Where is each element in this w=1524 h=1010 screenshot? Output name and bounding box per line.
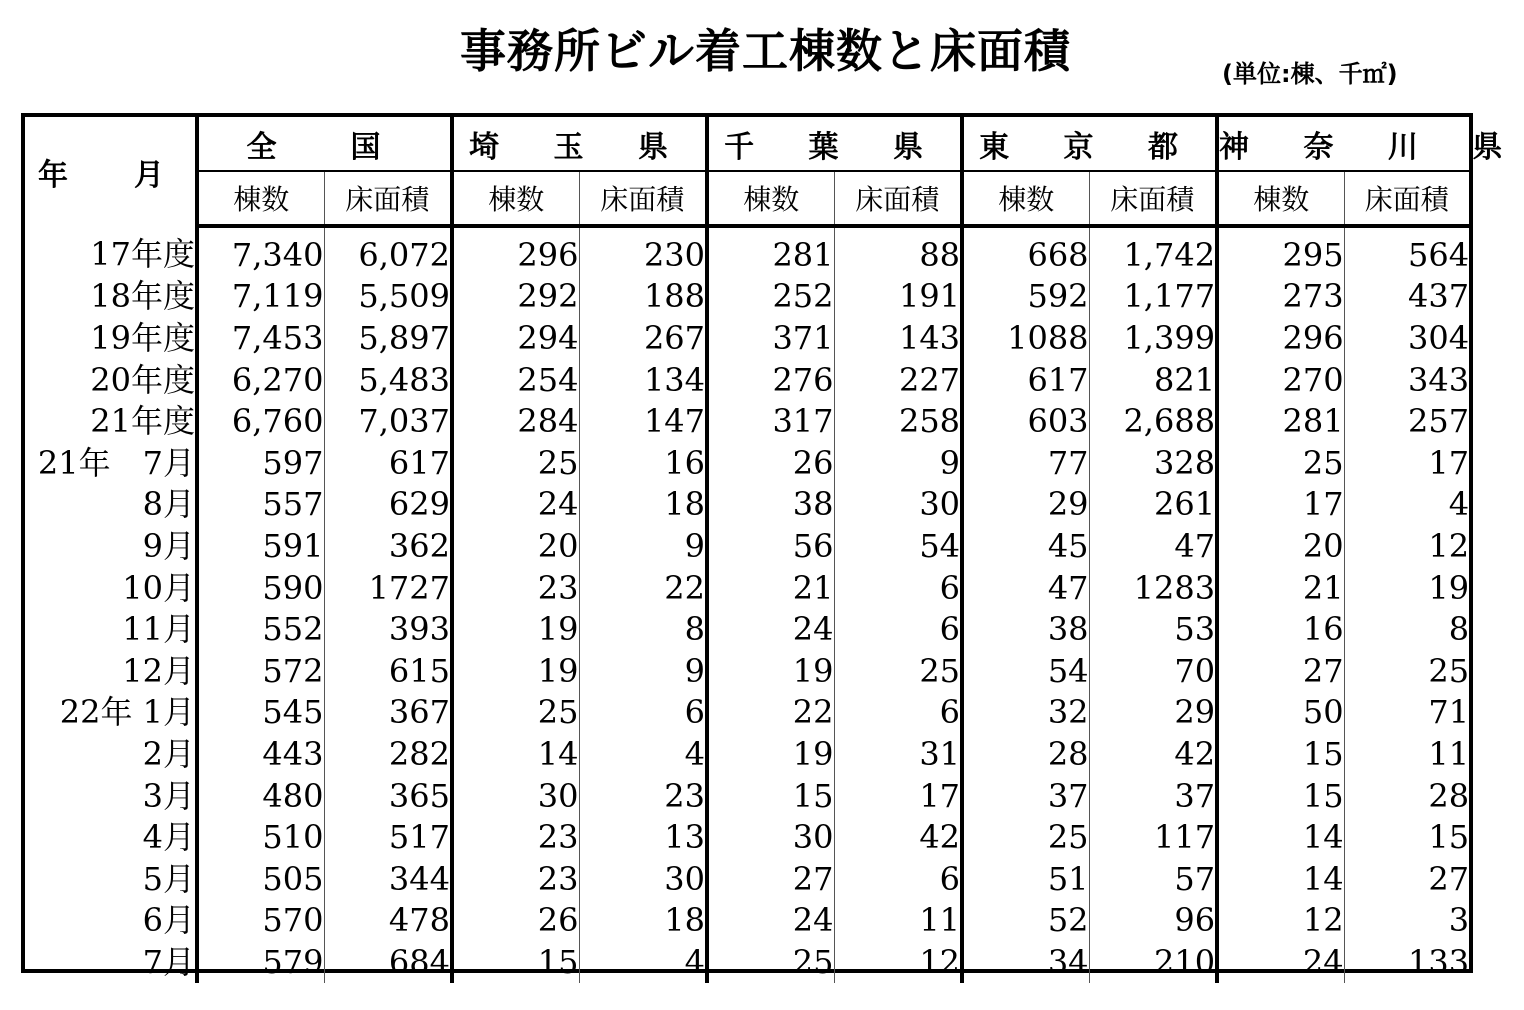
area-cell: 53 [1089,608,1217,650]
area-cell: 478 [324,900,452,942]
col-header-area: 床面積 [324,171,452,226]
count-cell: 296 [1217,317,1344,359]
area-cell: 5,483 [324,359,452,401]
area-cell: 1283 [1089,567,1217,609]
count-cell: 16 [1217,608,1344,650]
col-header-area: 床面積 [1344,171,1469,226]
count-cell: 284 [452,400,579,442]
area-cell: 42 [1089,733,1217,775]
count-cell: 14 [452,733,579,775]
year-month-header: 年 月 [25,117,197,226]
count-cell: 20 [1217,525,1344,567]
area-cell: 4 [579,941,707,983]
table-row [25,567,1469,609]
area-cell: 629 [324,484,452,526]
area-cell: 343 [1407,360,1470,399]
table-row [25,608,1469,650]
count-cell: 26 [707,442,834,484]
area-cell: 8 [579,608,707,650]
area-cell: 227 [834,359,962,401]
period-cell: 4月 [25,816,197,858]
count-cell: 281 [1217,400,1344,442]
count-cell: 30 [707,816,834,858]
count-cell: 52 [962,900,1089,942]
area-cell: 18 [579,484,707,526]
area-cell: 37 [1089,775,1217,817]
period-cell: 8月 [25,484,197,526]
pref-header-kanagawa: 神 奈 川 県 [1217,117,1469,171]
count-cell: 6,270 [197,359,324,401]
count-cell: 19 [452,608,579,650]
table-row [25,359,1469,401]
area-cell: 88 [834,226,962,276]
count-cell: 37 [962,775,1089,817]
col-header-count: 棟数 [1217,171,1344,226]
count-cell: 15 [1217,733,1344,775]
count-cell: 252 [707,276,834,318]
col-header-area: 床面積 [579,171,707,226]
period-cell: 19年度 [25,317,197,359]
pref-header-tokyo: 東 京 都 [962,117,1217,171]
period-cell: 6月 [25,900,197,942]
area-cell: 117 [1089,816,1217,858]
count-cell: 22 [707,692,834,734]
area-cell: 12 [1428,526,1470,565]
area-cell: 191 [834,276,962,318]
count-cell: 570 [197,900,324,942]
count-cell: 15 [452,941,579,983]
area-cell: 7,037 [324,400,452,442]
area-cell: 258 [834,400,962,442]
area-cell: 8 [1448,610,1470,649]
pref-header-national: 全 国 [197,117,452,171]
period-cell: 21年 7月 [25,442,197,484]
area-cell: 367 [324,692,452,734]
area-cell: 15 [1428,818,1470,857]
count-cell: 24 [452,484,579,526]
count-cell: 47 [962,567,1089,609]
period-cell: 17年度 [25,226,197,276]
table-row [25,442,1469,484]
area-cell: 143 [834,317,962,359]
count-cell: 296 [452,226,579,276]
count-cell: 443 [197,733,324,775]
count-cell: 15 [1217,775,1344,817]
area-cell: 11 [1428,734,1470,773]
area-cell: 22 [579,567,707,609]
area-cell: 328 [1089,442,1217,484]
area-cell: 5,897 [324,317,452,359]
count-cell: 668 [962,226,1089,276]
area-cell: 9 [834,442,962,484]
count-cell: 30 [452,775,579,817]
count-cell: 371 [707,317,834,359]
count-cell: 19 [452,650,579,692]
area-cell: 1727 [324,567,452,609]
count-cell: 603 [962,400,1089,442]
period-cell: 2月 [25,733,197,775]
area-cell: 11 [834,900,962,942]
area-cell: 147 [579,400,707,442]
area-cell: 134 [579,359,707,401]
table-body [25,226,1469,983]
count-cell: 19 [707,733,834,775]
table-row [25,400,1469,442]
count-cell: 54 [962,650,1089,692]
area-cell: 1,177 [1089,276,1217,318]
area-cell: 437 [1407,277,1470,316]
area-cell: 17 [1428,443,1470,482]
area-cell: 617 [324,442,452,484]
area-cell: 517 [324,816,452,858]
count-cell: 14 [1217,858,1344,900]
count-cell: 597 [197,442,324,484]
table-row [25,733,1469,775]
period-cell: 9月 [25,525,197,567]
count-cell: 6,760 [197,400,324,442]
area-cell: 96 [1089,900,1217,942]
count-cell: 572 [197,650,324,692]
area-cell: 42 [834,816,962,858]
area-cell: 23 [579,775,707,817]
area-cell: 615 [324,650,452,692]
col-header-count: 棟数 [452,171,579,226]
count-cell: 591 [197,525,324,567]
period-cell: 7月 [25,941,197,983]
count-cell: 45 [962,525,1089,567]
period-cell: 21年度 [25,400,197,442]
count-cell: 270 [1217,359,1344,401]
count-cell: 590 [197,567,324,609]
area-cell: 30 [834,484,962,526]
count-cell: 51 [962,858,1089,900]
count-cell: 38 [962,608,1089,650]
area-cell: 393 [324,608,452,650]
area-cell: 17 [834,775,962,817]
count-cell: 20 [452,525,579,567]
unit-label: (単位:棟、千㎡) [1222,60,1398,88]
area-cell: 27 [1428,859,1470,898]
count-cell: 12 [1217,900,1344,942]
period-cell: 3月 [25,775,197,817]
count-cell: 25 [707,941,834,983]
count-cell: 557 [197,484,324,526]
statistics-table [25,117,1524,983]
table-row [25,692,1469,734]
statistics-table-frame [21,113,1524,981]
count-cell: 24 [707,608,834,650]
period-cell: 10月 [25,567,197,609]
count-cell: 19 [707,650,834,692]
area-cell: 70 [1089,650,1217,692]
count-cell: 38 [707,484,834,526]
area-cell: 18 [579,900,707,942]
area-cell: 133 [1407,942,1470,981]
count-cell: 617 [962,359,1089,401]
table-row [25,226,1469,276]
col-header-area: 床面積 [834,171,962,226]
period-cell: 11月 [25,608,197,650]
area-cell: 684 [324,941,452,983]
table-row [25,900,1469,942]
area-cell: 564 [1407,235,1470,274]
count-cell: 28 [962,733,1089,775]
count-cell: 29 [962,484,1089,526]
area-cell: 362 [324,525,452,567]
area-cell: 304 [1407,318,1470,357]
period-cell: 18年度 [25,276,197,318]
table-row [25,858,1469,900]
count-cell: 510 [197,816,324,858]
count-cell: 592 [962,276,1089,318]
header-row-prefectures [25,117,1469,171]
count-cell: 56 [707,525,834,567]
count-cell: 294 [452,317,579,359]
count-cell: 545 [197,692,324,734]
count-cell: 254 [452,359,579,401]
count-cell: 505 [197,858,324,900]
col-header-area: 床面積 [1089,171,1217,226]
count-cell: 1088 [962,317,1089,359]
table-row [25,941,1469,983]
count-cell: 23 [452,816,579,858]
col-header-count: 棟数 [197,171,324,226]
count-cell: 7,119 [197,276,324,318]
area-cell: 9 [579,525,707,567]
area-cell: 282 [324,733,452,775]
area-cell: 12 [834,941,962,983]
area-cell: 1,742 [1089,226,1217,276]
area-cell: 5,509 [324,276,452,318]
col-header-count: 棟数 [962,171,1089,226]
count-cell: 23 [452,567,579,609]
count-cell: 25 [452,692,579,734]
count-cell: 17 [1217,484,1344,526]
count-cell: 25 [1217,442,1344,484]
count-cell: 77 [962,442,1089,484]
area-cell: 19 [1428,568,1470,607]
period-cell: 12月 [25,650,197,692]
table-row [25,484,1469,526]
area-cell: 821 [1089,359,1217,401]
pref-header-saitama: 埼 玉 県 [452,117,707,171]
area-cell: 6 [834,567,962,609]
area-cell: 3 [1448,901,1470,940]
period-cell: 20年度 [25,359,197,401]
area-cell: 267 [579,317,707,359]
area-cell: 1,399 [1089,317,1217,359]
count-cell: 579 [197,941,324,983]
count-cell: 15 [707,775,834,817]
area-cell: 6,072 [324,226,452,276]
count-cell: 7,340 [197,226,324,276]
area-cell: 30 [579,858,707,900]
area-cell: 29 [1089,692,1217,734]
count-cell: 50 [1217,692,1344,734]
count-cell: 295 [1217,226,1344,276]
count-cell: 273 [1217,276,1344,318]
count-cell: 480 [197,775,324,817]
count-cell: 276 [707,359,834,401]
count-cell: 21 [707,567,834,609]
area-cell: 28 [1428,776,1470,815]
table-row [25,775,1469,817]
count-cell: 27 [1217,650,1344,692]
count-cell: 14 [1217,816,1344,858]
area-cell: 16 [579,442,707,484]
count-cell: 317 [707,400,834,442]
count-cell: 25 [962,816,1089,858]
table-row [25,650,1469,692]
area-cell: 25 [834,650,962,692]
area-cell: 4 [1448,485,1470,524]
count-cell: 23 [452,858,579,900]
table-row [25,276,1469,318]
count-cell: 7,453 [197,317,324,359]
area-cell: 365 [324,775,452,817]
count-cell: 24 [1217,941,1344,983]
table-row [25,816,1469,858]
area-cell: 57 [1089,858,1217,900]
area-cell: 6 [834,692,962,734]
count-cell: 292 [452,276,579,318]
area-cell: 6 [579,692,707,734]
area-cell: 188 [579,276,707,318]
count-cell: 21 [1217,567,1344,609]
area-cell: 230 [579,226,707,276]
count-cell: 24 [707,900,834,942]
area-cell: 257 [1407,402,1470,441]
area-cell: 31 [834,733,962,775]
table-row [25,317,1469,359]
area-cell: 210 [1089,941,1217,983]
count-cell: 26 [452,900,579,942]
area-cell: 9 [579,650,707,692]
area-cell: 47 [1089,525,1217,567]
area-cell: 261 [1089,484,1217,526]
count-cell: 25 [452,442,579,484]
area-cell: 54 [834,525,962,567]
pref-header-chiba: 千 葉 県 [707,117,962,171]
period-cell: 22年 1月 [25,692,197,734]
area-cell: 6 [834,608,962,650]
col-header-count: 棟数 [707,171,834,226]
table-row [25,525,1469,567]
count-cell: 34 [962,941,1089,983]
period-cell: 5月 [25,858,197,900]
page-title: 事務所ビル着工棟数と床面積 [460,24,1071,78]
count-cell: 27 [707,858,834,900]
count-cell: 281 [707,226,834,276]
area-cell: 13 [579,816,707,858]
area-cell: 4 [579,733,707,775]
area-cell: 71 [1428,693,1470,732]
area-cell: 6 [834,858,962,900]
area-cell: 2,688 [1089,400,1217,442]
area-cell: 25 [1428,651,1470,690]
header-row-metrics [25,171,1469,226]
count-cell: 32 [962,692,1089,734]
area-cell: 344 [324,858,452,900]
count-cell: 552 [197,608,324,650]
